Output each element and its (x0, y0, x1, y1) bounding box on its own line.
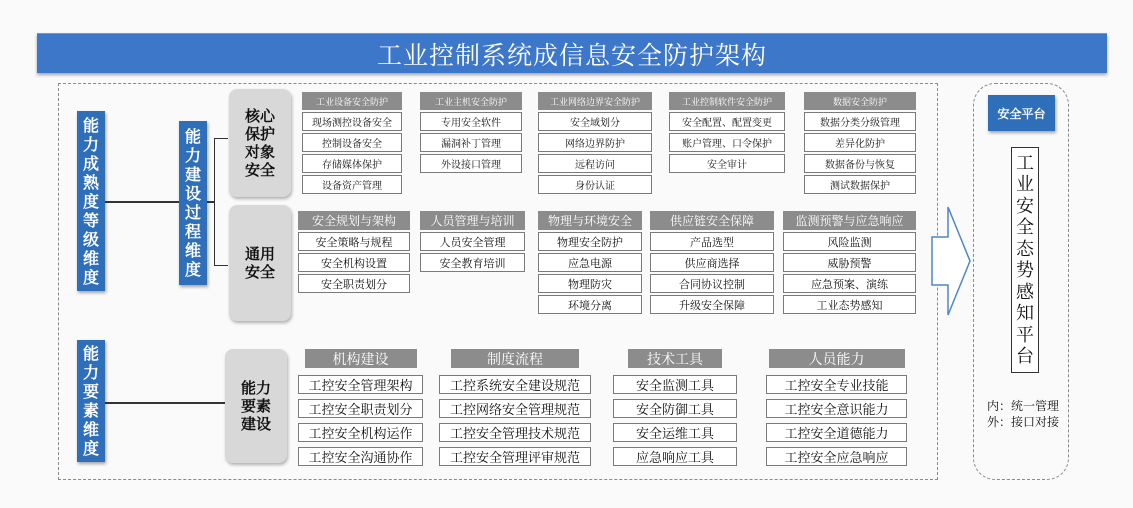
general-security-header: 安全规划与架构 (298, 211, 410, 230)
general-security-column (298, 211, 410, 293)
elements-dimension-char: 能 (82, 344, 99, 363)
general-security-item: 物理安全防护 (538, 232, 642, 251)
platform-name-char: 平 (1016, 324, 1034, 346)
capability-elements-column (766, 349, 907, 466)
general-security-header: 人员管理与培训 (420, 211, 525, 230)
general-security-label-line: 安全 (244, 263, 275, 281)
platform-name-char: 态 (1016, 238, 1034, 260)
connector-line (105, 201, 179, 203)
core-protection-column (538, 92, 652, 194)
general-security-column (538, 211, 642, 314)
general-security-header: 供应链安全保障 (650, 211, 774, 230)
core-protection-item: 存储媒体保护 (302, 154, 402, 173)
capability-elements-item: 应急响应工具 (613, 447, 737, 466)
capability-elements-column (613, 349, 737, 466)
core-protection-item: 身份认证 (538, 175, 652, 194)
capability-elements-block (225, 349, 287, 463)
general-security-item: 安全教育培训 (420, 253, 525, 272)
capability-elements-header: 技术工具 (628, 349, 722, 368)
general-security-column (420, 211, 525, 272)
capability-elements-label-line: 能力 (240, 379, 271, 397)
platform-note-inner: 内：统一管理 (986, 399, 1059, 413)
capability-elements-item: 安全防御工具 (613, 399, 737, 418)
diagram-title: 工业控制系统成信息安全防护架构 (37, 33, 1107, 73)
general-security-item: 应急预案、演练 (783, 274, 916, 293)
general-security-item: 风险监测 (783, 232, 916, 251)
capability-elements-item: 工控安全沟通协作 (298, 447, 423, 466)
situational-awareness-platform (1011, 147, 1039, 373)
core-protection-item: 设备资产管理 (302, 175, 402, 194)
capability-elements-item: 工控安全机构运作 (298, 423, 423, 442)
core-protection-item: 网络边界防护 (538, 133, 652, 152)
general-security-item: 安全机构设置 (298, 253, 410, 272)
core-protection-item: 外设接口管理 (420, 154, 522, 173)
elements-dimension-char: 维 (82, 420, 99, 439)
elements-dimension-char: 力 (82, 363, 99, 382)
platform-name-char: 台 (1016, 346, 1034, 367)
elements-dimension-char: 素 (82, 401, 99, 420)
core-protection-item: 数据备份与恢复 (804, 154, 916, 173)
core-protection-item: 现场测控设备安全 (302, 112, 402, 131)
maturity-dimension-char: 等 (82, 210, 99, 230)
capability-elements-item: 工控安全职责划分 (298, 399, 423, 418)
general-security-item: 环境分离 (538, 295, 642, 314)
connector-line (105, 402, 225, 404)
build-process-dimension-label (179, 121, 207, 285)
core-protection-item: 账户管理、口令保护 (669, 133, 785, 152)
capability-elements-item: 工控安全道德能力 (766, 423, 907, 442)
build-process-dimension-char: 力 (184, 146, 201, 165)
maturity-dimension-char: 力 (82, 134, 99, 154)
maturity-dimension-char: 成 (82, 153, 99, 173)
general-security-item: 供应商选择 (650, 253, 774, 272)
general-security-item: 安全策略与规程 (298, 232, 410, 251)
platform-name-char: 安 (1016, 195, 1034, 217)
core-protection-item: 数据分类分级管理 (804, 112, 916, 131)
general-security-header: 物理与环境安全 (538, 211, 642, 230)
platform-badge (988, 95, 1055, 131)
capability-elements-item: 工控安全应急响应 (766, 447, 907, 466)
core-protection-header: 工业主机安全防护 (420, 92, 522, 110)
general-security-item: 人员安全管理 (420, 232, 525, 251)
core-protection-label-line: 核心 (244, 107, 275, 125)
maturity-dimension-char: 能 (82, 115, 99, 135)
capability-elements-header: 制度流程 (451, 349, 579, 368)
general-security-item: 合同协议控制 (650, 274, 774, 293)
general-security-item: 威胁预警 (783, 253, 916, 272)
capability-elements-header: 机构建设 (305, 349, 417, 368)
general-security-item: 产品选型 (650, 232, 774, 251)
capability-elements-item: 工控安全意识能力 (766, 399, 907, 418)
general-security-column (783, 211, 916, 314)
platform-name-char: 感 (1016, 281, 1034, 303)
maturity-dimension-char: 维 (82, 248, 99, 268)
core-protection-header: 工业网络边界安全防护 (538, 92, 652, 110)
general-security-block (229, 205, 291, 321)
elements-dimension-char: 度 (82, 439, 99, 458)
core-protection-label-line: 保护 (244, 125, 275, 143)
capability-elements-column (298, 349, 423, 466)
elements-dimension-label (77, 340, 105, 462)
build-process-dimension-char: 过 (184, 203, 201, 222)
core-protection-header: 数据安全防护 (804, 92, 916, 110)
core-protection-item: 安全域划分 (538, 112, 652, 131)
core-protection-header: 工业设备安全防护 (302, 92, 402, 110)
maturity-dimension-label (77, 111, 105, 291)
platform-badge-label: 安全平台 (997, 106, 1046, 121)
platform-name-char: 全 (1016, 217, 1034, 238)
platform-name-char: 知 (1016, 303, 1034, 324)
capability-elements-item: 工控安全专业技能 (766, 375, 907, 394)
core-protection-label-line: 对象 (244, 143, 275, 161)
general-security-item: 升级安全保障 (650, 295, 774, 314)
capability-elements-item: 工控安全管理架构 (298, 375, 423, 394)
build-process-dimension-char: 度 (184, 260, 201, 279)
general-security-item: 安全职责划分 (298, 274, 410, 293)
general-security-item: 物理防灾 (538, 274, 642, 293)
capability-elements-label-line: 建设 (240, 415, 271, 433)
core-protection-item: 漏洞补丁管理 (420, 133, 522, 152)
core-protection-column (804, 92, 916, 194)
maturity-dimension-char: 度 (82, 191, 99, 211)
capability-elements-item: 安全运维工具 (613, 423, 737, 442)
core-protection-item: 控制设备安全 (302, 133, 402, 152)
general-security-column (650, 211, 774, 314)
core-protection-item: 专用安全软件 (420, 112, 522, 131)
general-security-label-line: 通用 (244, 245, 275, 263)
general-security-header: 监测预警与应急响应 (783, 211, 916, 230)
core-protection-item: 差异化防护 (804, 133, 916, 152)
core-protection-column (302, 92, 402, 194)
core-protection-item: 远程访问 (538, 154, 652, 173)
general-security-item: 工业态势感知 (783, 295, 916, 314)
capability-elements-item: 工控安全管理技术规范 (439, 423, 591, 442)
core-protection-label-line: 安全 (244, 161, 275, 179)
platform-name-char: 势 (1016, 260, 1034, 281)
build-process-dimension-char: 设 (184, 184, 201, 203)
build-process-dimension-char: 程 (184, 222, 201, 241)
capability-elements-item: 工控安全管理评审规范 (439, 447, 591, 466)
core-protection-item: 安全审计 (669, 154, 785, 173)
capability-elements-item: 工控系统安全建设规范 (439, 375, 591, 394)
bracket-connector (214, 138, 228, 266)
platform-note-outer: 外：接口对接 (986, 415, 1059, 429)
core-protection-column (669, 92, 785, 173)
maturity-dimension-char: 级 (82, 229, 99, 249)
capability-elements-header: 人员能力 (769, 349, 905, 368)
maturity-dimension-char: 熟 (82, 172, 99, 192)
platform-name-char: 工 (1016, 152, 1034, 174)
platform-name-char: 业 (1016, 174, 1034, 195)
core-protection-header: 工业控制软件安全防护 (669, 92, 785, 110)
arrow-right-icon (930, 205, 972, 317)
build-process-dimension-char: 建 (184, 165, 201, 184)
capability-elements-label-line: 要素 (240, 397, 271, 415)
platform-note (979, 398, 1067, 430)
core-protection-item: 安全配置、配置变更 (669, 112, 785, 131)
build-process-dimension-char: 维 (184, 241, 201, 260)
capability-elements-column (439, 349, 591, 466)
build-process-dimension-char: 能 (184, 127, 201, 146)
core-protection-column (420, 92, 522, 173)
elements-dimension-char: 要 (82, 382, 99, 401)
general-security-item: 应急电源 (538, 253, 642, 272)
capability-elements-item: 工控网络安全管理规范 (439, 399, 591, 418)
maturity-dimension-char: 度 (82, 267, 99, 287)
core-protection-item: 测试数据保护 (804, 175, 916, 194)
core-protection-block (229, 89, 291, 197)
connector-line (207, 201, 214, 203)
capability-elements-item: 安全监测工具 (613, 375, 737, 394)
